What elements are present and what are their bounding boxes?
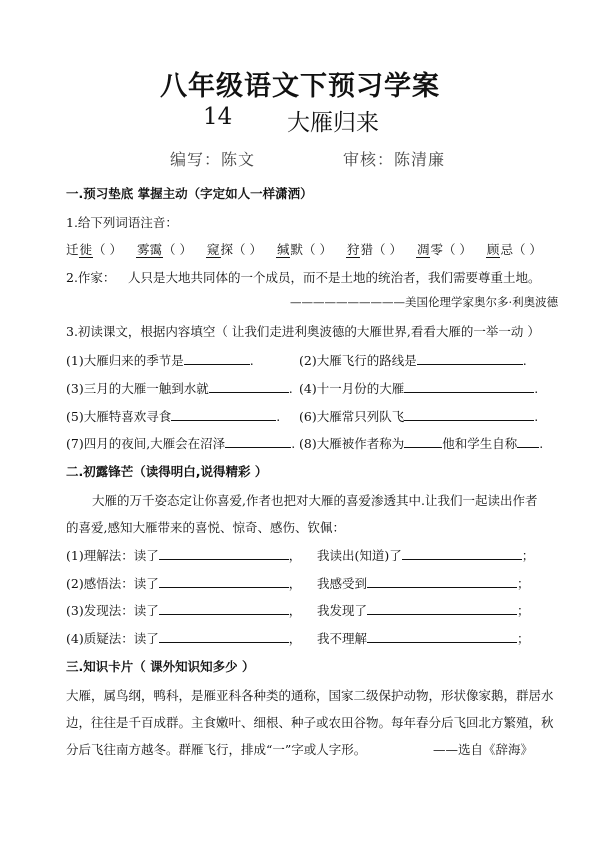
reading-row-1-right: 我读出(知道)了 ；: [317, 548, 535, 563]
pinyin-word: 雾霭（ ）: [137, 242, 192, 257]
pinyin-word: 凋零（ ）: [416, 242, 472, 257]
answer-blank[interactable]: [404, 381, 534, 393]
reading-row-2-right: 我感受到 ；: [317, 576, 530, 591]
answer-blank[interactable]: [159, 631, 289, 643]
answer-blank[interactable]: [367, 576, 517, 588]
pinyin-word: 顾忌（ ）: [486, 242, 542, 257]
q2-attribution: ——————————美国伦理学家奥尔多·利奥波德: [290, 295, 559, 309]
fill-item-1: (1)大雁归来的季节是 .: [66, 353, 254, 368]
reviewer-credit: 审核：陈清廉: [343, 150, 446, 169]
knowledge-card-line3: 分后飞往南方越冬。群雁飞行，排成“一”字或人字形。: [66, 742, 367, 757]
q2-label: 2.作家：: [66, 270, 116, 285]
reading-row-4-right: 我不理解 ；: [317, 631, 530, 646]
reading-row-1: (1)理解法：读了 ，: [66, 548, 302, 563]
section2-heading: 二.初露锋芒（读得明白,说得精彩 ）: [66, 464, 268, 479]
fill-item-6: (6)大雁常只列队飞 .: [299, 409, 539, 424]
answer-blank[interactable]: [367, 631, 517, 643]
q2-quote: 人只是大地共同体的一个成员，而不是土地的统治者，我们需要尊重土地。: [128, 270, 541, 285]
answer-blank[interactable]: [417, 353, 523, 365]
pinyin-word-list: [66, 240, 542, 258]
section1-heading: 一.预习垫底 掌握主动（字定如人一样潇洒）: [66, 186, 313, 201]
fill-item-5: (5)大雁特喜欢寻食 .: [66, 409, 281, 424]
lesson-number: 14: [203, 104, 233, 130]
answer-blank[interactable]: [184, 353, 250, 365]
fill-item-4: (4)十一月份的大雁 .: [299, 381, 539, 396]
knowledge-card-source: ——选自《辞海》: [433, 742, 534, 757]
reading-row-4: (4)质疑法：读了 ，: [66, 631, 302, 646]
reading-row-3-right: 我发现了 ；: [317, 603, 530, 618]
pinyin-word: 迁徙（ ）: [66, 242, 123, 257]
section2-intro-line1: 大雁的万千姿态定让你喜爱,作者也把对大雁的喜爱渗透其中.让我们一起读出作者: [92, 493, 538, 508]
reading-row-2: (2)感悟法：读了 ，: [66, 576, 302, 591]
pinyin-word: 狩猎（ ）: [346, 242, 402, 257]
answer-blank[interactable]: [159, 576, 289, 588]
q1-label: 1.给下列词语注音：: [66, 215, 178, 230]
answer-blank[interactable]: [171, 409, 276, 421]
fill-item-8: (8)大雁被作者称为 他和学生自称 .: [299, 436, 544, 451]
author-credit: 编写：陈文: [170, 150, 256, 169]
answer-blank[interactable]: [367, 603, 517, 615]
answer-blank[interactable]: [402, 548, 522, 560]
fill-item-3: (3)三月的大雁一触到水就 .: [66, 381, 293, 396]
answer-blank[interactable]: [159, 548, 289, 560]
answer-blank[interactable]: [225, 436, 291, 448]
pinyin-word: 窥探（ ）: [206, 242, 262, 257]
knowledge-card-line2: 边，往往是千百成群。主食嫩叶、细根、种子或农田谷物。每年春分后飞回北方繁殖，秋: [66, 715, 554, 730]
lesson-title: 大雁归来: [287, 110, 379, 136]
answer-blank[interactable]: [517, 436, 539, 448]
q3-label: 3.初读课文，根据内容填空（ 让我们走进利奥波德的大雁世界,看看大雁的一举一动 ）: [66, 324, 540, 339]
answer-blank[interactable]: [159, 603, 289, 615]
page-title: 八年级语文下预习学案: [160, 71, 440, 102]
pinyin-word: 缄默（ ）: [276, 242, 332, 257]
answer-blank[interactable]: [404, 436, 442, 448]
answer-blank[interactable]: [404, 409, 534, 421]
fill-item-7: (7)四月的夜间,大雁会在沼泽 .: [66, 436, 296, 451]
answer-blank[interactable]: [209, 381, 289, 393]
knowledge-card-line1: 大雁，属鸟纲，鸭科，是雁亚科各种类的通称，国家二级保护动物，形状像家鹅，群居水: [66, 688, 554, 703]
reading-row-3: (3)发现法：读了 ，: [66, 603, 302, 618]
fill-item-2: (2)大雁飞行的路线是 .: [299, 353, 527, 368]
section3-heading: 三.知识卡片（ 课外知识知多少 ）: [66, 659, 255, 674]
section2-intro-line2: 的喜爱,感知大雁带来的喜悦、惊奇、感伤、钦佩：: [66, 520, 345, 535]
